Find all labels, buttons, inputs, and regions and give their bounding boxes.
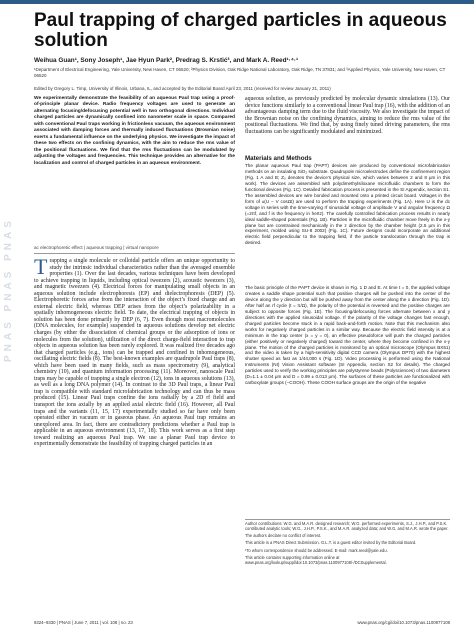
footnote-correspondence: ¹To whom correspondence should be addressed. E-mail: mark.reed@yale.edu.	[245, 547, 388, 553]
header-bar	[0, 0, 474, 4]
abstract: We experimentally demonstrate the feasibility of an aqueous Paul trap using a proof-of-principle planar device. Radio frequency voltages are used to generate an alternating focusing/defocusing potential well in two orthogonal directions. Individual charged particles are dynamically confined into nanometer scale in space. Compared with conventional Paul traps working in frictionless vacuum, the aqueous environment associated with damping forces and thermally induced fluctuations (Brownian noise) exerts a fundamental influence on the underlying physics. We investigate the impact of these two effects on the confining dynamics, with the aim to reduce the rms value of the positional fluctuations. We find that the rms fluctuations can be modulated by adjusting the voltages and frequencies. This technique provides an alternative for the localization and control of charged particles in an aqueous environment.	[34, 96, 235, 166]
methods-paragraph-2: The basic principle of the PAPT device is shown in Fig. 1 D and E. At time t = 0, the applied voltage creates a saddle shape potential such that positive charges will be pushed into the center of the device along the y direction but will be pushed away from the center along the x direction (Fig. 1D). After half an rf cycle (t = π/Ω), the polarity of the potential is reversed and the positive charges are subject to opposite forces (Fig. 1E). The focusing/defocusing forces alternate between x and y directions with the applied sinusoidal voltage. If the polarity of the voltage changes fast enough, charged particles become stuck in a rapid back-and-forth motion. Note that this mechanism also works for negatively charged particles in a similar way. Because the electric field intensity is at a minimum in the trap center (x = y = 0), an effective pseudoforce will push the charged particles (either positively or negatively charged) toward the center, where they become confined in the x-y plane. The motion of the charged particles is monitored by an optical microscope (Olympus BX51) and the video is taken by a high-sensitivity digital CCD camera (Olympus DP70) with the highest shutter speed as fast as 1/44,000 s (Fig. 1D). Video processing is performed using the National Instruments (NI) Vision Assistant software (SI Appendix, section S2 for details). The charged particles used to verify the working principles are polystyrene beads (Polysciences) of two diameters (D=1.1 ± 0.04 μm and D = 0.99 ± 0.013 μm). The surfaces of these particles are functionalized with carboxylate groups (−COOH). These COOH surface groups are the origin of the negative	[245, 285, 450, 386]
footnote-divider	[245, 519, 450, 520]
author-list: Weihua Guan¹, Sony Joseph¹, Jae Hyun Park², Predrag S. Krstić³, and Mark A. Reed¹·⁴·¹	[34, 57, 299, 64]
footnote-supporting-info: This article contains supporting information online at www.pnas.org/lookup/suppl/doi:10.1073/pnas.1100977108/-/DCSupplemental.	[245, 554, 387, 565]
footnote-submission: This article is a PNAS Direct Submission. G.L.T. is a guest editor invited by the Editorial Board.	[245, 540, 417, 546]
keywords: ac electrophoretic effect | aqueous trapping | virtual nanopore	[34, 245, 159, 250]
section-heading-methods: Materials and Methods	[245, 155, 312, 162]
introduction	[34, 254, 235, 448]
footer-citation: 9324–9330 | PNAS | June 7, 2011 | vol. 108 | no. 23	[34, 620, 133, 625]
footnote-contributions: Author contributions: W.G. and M.A.R. designed research; W.G. performed experiments, S.J., J.H.P., and P.S.K. contributed analytic tools; W.G., J.H.P., P.S.K., and M.A.R. analyzed data; and W.G. and M.A.R. wrote the paper.	[245, 521, 449, 532]
drop-cap: T	[34, 254, 48, 279]
paper-title: Paul trapping of charged particles in aqueous solution	[34, 10, 447, 51]
introduction-text: rapping a single molecule or colloidal particle offers an unique opportunity to study the intrinsic individual characteristics rather than the averaged ensemble properties (1). Over the last decades, various techniques have been developed to achieve trapping in liquids, including optical tweezers (2), acoustic tweezers (3), and magnetic tweezers (4). Electrical forces for manipulating small objects in an aqueous solution include electrophoresis (EP) and dielectrophoresis (DEP) (5). Electrophoretic forces arise from the interaction of the object’s fixed charge and an external electric field, whereas DEP arises from the object’s polarizability in a spatially inhomogeneous electric field. To date, the electrical trapping of objects in solution has been done primarily by DEP (6, 7). Even though most macromolecules (DNA molecules, for example) suspended in aqueous solutions develop net electric charges (by either the dissociation of chemical groups or the adsorption of ions or molecules from the solution), utilization of the direct charge-field interaction to trap objects in aqueous solution has been rarely explored. It was realized five decades ago that charged particles (e.g., ions) can be trapped and confined in inhomogeneous, oscillating electric fields (8). The best-known examples are quadrupole Paul traps (8), which have been used in many fields, such as mass spectrometry (9), analytical chemistry (10), and quantum information processing (11). Moreover, nanoscale Paul traps may be capable of trapping a single electron (12), ions in aqueous solutions (13), as well as a long DNA polymer (14). In contrast to the 3D Paul traps, a linear Paul trap is compatible with standard microfabrication technology and can thus be mass produced (15). Linear Paul traps confine the ions radially by a 2D rf field and transport the ions axially by an applied axial electric field (16). However, all Paul traps and the variants (11, 15, 17) experimentally studied so far have only been operated either in vacuum or in gaseous phase. An aqueous Paul trap remains an unexplored area. In fact, there are contradictory predictions whether a Paul trap is applicable in an aqueous environment (13, 17, 18). This work serves as a first step toward realizing an aqueous Paul trap. We use a planar Paul trap device to experimentally demonstrate the feasibility of trapping charged particles in an	[34, 258, 235, 448]
journal-sidebar: PNAS PNAS PNAS	[3, 217, 14, 363]
methods-paragraph-1: The planar aqueous Paul trap (PAPT) devices are produced by conventional microfabrication methods on an insulating SiO₂ substrate. Quadrupole microelectrodes define the confinement region (Fig. 1 A and B; Z₀ denotes the device’s physical size, which varies between 2 and 8 μm in this work). The devices are assembled with polydimethylsiloxane microfluidic chambers to form the functional devices (Fig. 1C). Detailed fabrication process is presented in the SI Appendix, section S1. The assembled devices are wire bonded and mounted onto a printed circuit board. Voltages in the form of ±(U − V cosΩt) are used to perform the trapping experiments (Fig. 1A). Here U is the dc voltage in series with the time-varying rf sinusoidal voltage of amplitude V and angular frequency Ω (=2πf, and f is the frequency in hertz). The carefully controlled fabrication process results in nearly ideal saddle-shaped potentials (Fig. 1B). Particles in the microfluidic chamber move freely in the x-y plane but are constrained mechanically in the z direction by the chamber height (2.5 μm in this experiment, molded using SU-8 2002) (Fig. 1C). Future designs could incorporate an additional electric field perpendicular to the trapping field, if the particle translocation through the trap is desired.	[245, 163, 450, 246]
edited-by: Edited by Gregory L. Timp, University of Illinois, Urbana, IL, and accepted by the Editorial Board April 23, 2011 (received for review January 21, 2011)	[34, 86, 331, 91]
keywords-divider	[34, 253, 235, 254]
footer-doi-link[interactable]: www.pnas.org/cgi/doi/10.1073/pnas.1100977108	[357, 620, 450, 625]
footnote-conflict: The authors declare no conflict of interest.	[245, 533, 322, 539]
affiliations: ¹Department of Electrical Engineering, Yale University, New Haven, CT 06520; ²Physics Division, Oak Ridge National Laboratory, Oak Ridge, TN 37831; and ³Applied Physics, Yale University, New Haven, CT 06520	[34, 67, 446, 78]
intro-continued: aqueous solution, as previously predicted by molecular dynamic simulations (13). Our device functions similarly to a conventional linear Paul trap (16), with the addition of an advantageous damping term due to the fluid viscosity. We also investigate the impact of the Brownian noise on the confining dynamics, aiming to reduce the rms value of the positional fluctuations. We find that, by using finely tuned driving parameters, the rms fluctuations can be significantly modulated and minimized.	[245, 96, 450, 135]
page-footer	[34, 620, 450, 628]
footnotes	[245, 521, 450, 567]
